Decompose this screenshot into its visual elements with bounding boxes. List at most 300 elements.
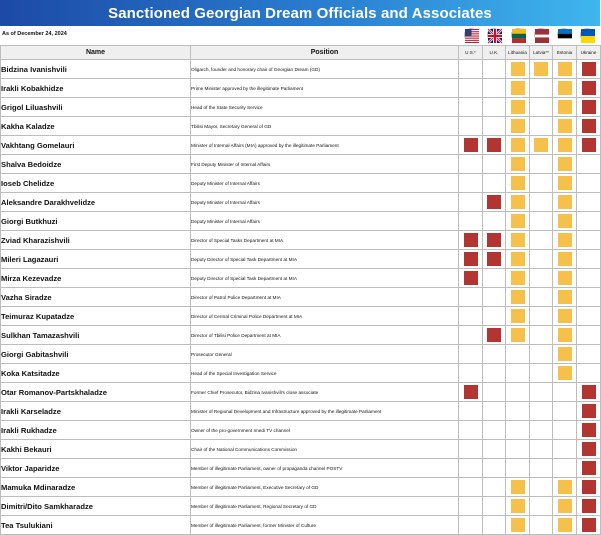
uk-sanction-cell bbox=[483, 288, 506, 307]
us-sanction-cell bbox=[459, 364, 483, 383]
official-name: Kakha Kaladze bbox=[1, 117, 191, 136]
latvia-sanction-cell bbox=[530, 307, 553, 326]
estonia-sanction-cell bbox=[553, 98, 577, 117]
official-name: Giorgi Gabitashvili bbox=[1, 345, 191, 364]
sanction-marker-red bbox=[487, 195, 501, 209]
uk-sanction-cell bbox=[483, 516, 506, 535]
official-name: Otar Romanov-Partskhaladze bbox=[1, 383, 191, 402]
sanction-marker-yellow bbox=[511, 138, 525, 152]
ukraine-sanction-cell bbox=[577, 497, 601, 516]
us-flag-icon bbox=[464, 28, 478, 42]
official-position: Prime Minister approved by the illegitimate Parliament bbox=[191, 79, 459, 98]
latvia-sanction-cell bbox=[530, 345, 553, 364]
sanction-marker-yellow bbox=[534, 62, 548, 76]
ukraine-sanction-cell bbox=[577, 98, 601, 117]
uk-sanction-cell bbox=[483, 345, 506, 364]
lithuania-sanction-cell bbox=[506, 212, 530, 231]
lithuania-sanction-cell bbox=[506, 345, 530, 364]
ukraine-sanction-cell bbox=[577, 345, 601, 364]
latvia-sanction-cell bbox=[530, 497, 553, 516]
table-row bbox=[1, 98, 601, 117]
us-sanction-cell bbox=[459, 79, 483, 98]
lithuania-sanction-cell bbox=[506, 364, 530, 383]
ukraine-sanction-cell bbox=[577, 231, 601, 250]
latvia-sanction-cell bbox=[530, 136, 553, 155]
latvia-sanction-cell bbox=[530, 174, 553, 193]
ukraine-sanction-cell bbox=[577, 212, 601, 231]
table-row bbox=[1, 383, 601, 402]
sanction-marker-yellow bbox=[558, 518, 572, 532]
sanction-marker-yellow bbox=[558, 290, 572, 304]
ukraine-sanction-cell bbox=[577, 174, 601, 193]
estonia-sanction-cell bbox=[553, 326, 577, 345]
sanction-marker-yellow bbox=[511, 81, 525, 95]
sanction-marker-red bbox=[582, 518, 596, 532]
lithuania-sanction-cell bbox=[506, 136, 530, 155]
estonia-sanction-cell bbox=[553, 117, 577, 136]
sanctions-table bbox=[0, 45, 601, 535]
official-name: Irakli Kobakhidze bbox=[1, 79, 191, 98]
official-position: Head of the Special Investigation Service bbox=[191, 364, 459, 383]
ukraine-sanction-cell bbox=[577, 402, 601, 421]
lithuania-sanction-cell bbox=[506, 478, 530, 497]
sanction-marker-yellow bbox=[511, 252, 525, 266]
table-row bbox=[1, 117, 601, 136]
official-position: Director of Tbilisi Police Department at MIA bbox=[191, 326, 459, 345]
uk-sanction-cell bbox=[483, 440, 506, 459]
us-sanction-cell bbox=[459, 155, 483, 174]
official-position: Head of the State Security Service bbox=[191, 98, 459, 117]
official-name: Vazha Siradze bbox=[1, 288, 191, 307]
estonia-sanction-cell bbox=[553, 383, 577, 402]
table-row bbox=[1, 155, 601, 174]
sanction-marker-red bbox=[582, 499, 596, 513]
official-name: Irakli Rukhadze bbox=[1, 421, 191, 440]
sanction-marker-red bbox=[487, 233, 501, 247]
lithuania-sanction-cell bbox=[506, 98, 530, 117]
lithuania-column-header: Lithuania bbox=[506, 46, 530, 60]
estonia-sanction-cell bbox=[553, 516, 577, 535]
lithuania-sanction-cell bbox=[506, 174, 530, 193]
us-sanction-cell bbox=[459, 326, 483, 345]
ukraine-sanction-cell bbox=[577, 421, 601, 440]
sanction-marker-yellow bbox=[558, 176, 572, 190]
sanction-marker-yellow bbox=[558, 366, 572, 380]
name-column-header: Name bbox=[1, 46, 191, 60]
us-sanction-cell bbox=[459, 440, 483, 459]
sanction-marker-red bbox=[582, 138, 596, 152]
latvia-sanction-cell bbox=[530, 231, 553, 250]
lithuania-sanction-cell bbox=[506, 117, 530, 136]
us-sanction-cell bbox=[459, 421, 483, 440]
uk-sanction-cell bbox=[483, 193, 506, 212]
lithuania-sanction-cell bbox=[506, 231, 530, 250]
official-position: Member of illegitimate Parliament, former Minister of Culture bbox=[191, 516, 459, 535]
sanction-marker-yellow bbox=[558, 309, 572, 323]
ukraine-sanction-cell bbox=[577, 478, 601, 497]
official-name: Zviad Kharazishvili bbox=[1, 231, 191, 250]
sanction-marker-yellow bbox=[511, 100, 525, 114]
latvia-sanction-cell bbox=[530, 117, 553, 136]
ukraine-sanction-cell bbox=[577, 307, 601, 326]
sanction-marker-yellow bbox=[558, 271, 572, 285]
table-row bbox=[1, 212, 601, 231]
sanction-marker-yellow bbox=[511, 176, 525, 190]
official-name: Sulkhan Tamazashvili bbox=[1, 326, 191, 345]
latvia-sanction-cell bbox=[530, 459, 553, 478]
sanction-marker-yellow bbox=[558, 195, 572, 209]
official-name: Dimitri/Dito Samkharadze bbox=[1, 497, 191, 516]
estonia-sanction-cell bbox=[553, 231, 577, 250]
lithuania-sanction-cell bbox=[506, 421, 530, 440]
table-row bbox=[1, 288, 601, 307]
sanction-marker-red bbox=[464, 252, 478, 266]
official-name: Tea Tsulukiani bbox=[1, 516, 191, 535]
sanction-marker-yellow bbox=[511, 157, 525, 171]
lithuania-sanction-cell bbox=[506, 326, 530, 345]
estonia-sanction-cell bbox=[553, 364, 577, 383]
sanction-marker-red bbox=[464, 233, 478, 247]
official-position: Director of Central Criminal Police Department at MIA bbox=[191, 307, 459, 326]
uk-sanction-cell bbox=[483, 421, 506, 440]
table-row bbox=[1, 440, 601, 459]
us-sanction-cell bbox=[459, 60, 483, 79]
us-sanction-cell bbox=[459, 383, 483, 402]
table-row bbox=[1, 478, 601, 497]
estonia-sanction-cell bbox=[553, 155, 577, 174]
sanction-marker-yellow bbox=[558, 138, 572, 152]
estonia-column-header: Estonia bbox=[553, 46, 577, 60]
sanction-marker-red bbox=[582, 461, 596, 475]
official-name: Kakhi Bekauri bbox=[1, 440, 191, 459]
lithuania-sanction-cell bbox=[506, 402, 530, 421]
official-position: Owner of the pro-government Imedi TV channel bbox=[191, 421, 459, 440]
sanction-marker-red bbox=[582, 100, 596, 114]
estonia-sanction-cell bbox=[553, 440, 577, 459]
ukraine-sanction-cell bbox=[577, 117, 601, 136]
uk-sanction-cell bbox=[483, 60, 506, 79]
sanction-marker-yellow bbox=[558, 480, 572, 494]
ukraine-sanction-cell bbox=[577, 364, 601, 383]
estonia-flag-icon bbox=[557, 28, 571, 42]
sanction-marker-yellow bbox=[511, 62, 525, 76]
official-position: Deputy Minister of Internal Affairs bbox=[191, 212, 459, 231]
lithuania-sanction-cell bbox=[506, 269, 530, 288]
official-position: Member of illegitimate Parliament, owner of propaganda channel POSTV bbox=[191, 459, 459, 478]
ukraine-sanction-cell bbox=[577, 136, 601, 155]
lithuania-sanction-cell bbox=[506, 440, 530, 459]
us-sanction-cell bbox=[459, 117, 483, 136]
uk-sanction-cell bbox=[483, 383, 506, 402]
lithuania-flag-icon bbox=[511, 28, 525, 42]
sanction-marker-red bbox=[582, 442, 596, 456]
table-row bbox=[1, 497, 601, 516]
ukraine-sanction-cell bbox=[577, 326, 601, 345]
official-position: Oligarch, founder and honorary chair of Georgian Dream (GD) bbox=[191, 60, 459, 79]
table-row bbox=[1, 421, 601, 440]
sanction-marker-yellow bbox=[558, 328, 572, 342]
table-row bbox=[1, 402, 601, 421]
table-row bbox=[1, 79, 601, 98]
sanction-marker-yellow bbox=[511, 499, 525, 513]
official-name: Bidzina Ivanishvili bbox=[1, 60, 191, 79]
us-column-header: U.S.* bbox=[459, 46, 483, 60]
sanction-marker-red bbox=[487, 138, 501, 152]
ukraine-sanction-cell bbox=[577, 288, 601, 307]
ukraine-sanction-cell bbox=[577, 60, 601, 79]
uk-column-header: U.K. bbox=[483, 46, 506, 60]
estonia-sanction-cell bbox=[553, 497, 577, 516]
latvia-sanction-cell bbox=[530, 383, 553, 402]
uk-flag-icon bbox=[487, 28, 501, 42]
uk-sanction-cell bbox=[483, 79, 506, 98]
table-row bbox=[1, 364, 601, 383]
sanction-marker-red bbox=[464, 138, 478, 152]
table-row bbox=[1, 250, 601, 269]
us-sanction-cell bbox=[459, 98, 483, 117]
table-row bbox=[1, 60, 601, 79]
sanction-marker-yellow bbox=[558, 233, 572, 247]
us-sanction-cell bbox=[459, 174, 483, 193]
us-sanction-cell bbox=[459, 516, 483, 535]
sanction-marker-yellow bbox=[558, 119, 572, 133]
uk-sanction-cell bbox=[483, 155, 506, 174]
latvia-sanction-cell bbox=[530, 155, 553, 174]
table-row bbox=[1, 516, 601, 535]
official-name: Mirza Kezevadze bbox=[1, 269, 191, 288]
table-row bbox=[1, 345, 601, 364]
uk-sanction-cell bbox=[483, 307, 506, 326]
sanction-marker-red bbox=[582, 81, 596, 95]
latvia-sanction-cell bbox=[530, 440, 553, 459]
lithuania-sanction-cell bbox=[506, 516, 530, 535]
estonia-sanction-cell bbox=[553, 478, 577, 497]
estonia-sanction-cell bbox=[553, 269, 577, 288]
official-name: Aleksandre Darakhvelidze bbox=[1, 193, 191, 212]
official-name: Giorgi Butkhuzi bbox=[1, 212, 191, 231]
sanction-marker-yellow bbox=[511, 309, 525, 323]
estonia-sanction-cell bbox=[553, 174, 577, 193]
us-sanction-cell bbox=[459, 497, 483, 516]
estonia-sanction-cell bbox=[553, 307, 577, 326]
estonia-sanction-cell bbox=[553, 402, 577, 421]
sanction-marker-yellow bbox=[558, 81, 572, 95]
sanction-marker-yellow bbox=[558, 347, 572, 361]
official-position: Prosecutor General bbox=[191, 345, 459, 364]
sanction-marker-yellow bbox=[511, 518, 525, 532]
uk-sanction-cell bbox=[483, 250, 506, 269]
sanction-marker-yellow bbox=[511, 233, 525, 247]
sanction-marker-red bbox=[582, 385, 596, 399]
flag-row bbox=[0, 26, 600, 45]
sanction-marker-red bbox=[487, 252, 501, 266]
sanction-marker-yellow bbox=[558, 100, 572, 114]
official-position: Former Chief Prosecutor, Bidzina Ivanishvili's close associate bbox=[191, 383, 459, 402]
estonia-sanction-cell bbox=[553, 250, 577, 269]
latvia-sanction-cell bbox=[530, 79, 553, 98]
official-name: Mileri Lagazauri bbox=[1, 250, 191, 269]
latvia-sanction-cell bbox=[530, 98, 553, 117]
official-name: Shalva Bedoidze bbox=[1, 155, 191, 174]
us-sanction-cell bbox=[459, 478, 483, 497]
latvia-sanction-cell bbox=[530, 421, 553, 440]
lithuania-sanction-cell bbox=[506, 155, 530, 174]
sanction-marker-yellow bbox=[558, 499, 572, 513]
official-name: Teimuraz Kupatadze bbox=[1, 307, 191, 326]
ukraine-sanction-cell bbox=[577, 383, 601, 402]
estonia-sanction-cell bbox=[553, 288, 577, 307]
table-row bbox=[1, 326, 601, 345]
latvia-sanction-cell bbox=[530, 269, 553, 288]
ukraine-flag-icon bbox=[580, 28, 594, 42]
table-header bbox=[1, 46, 601, 60]
latvia-sanction-cell bbox=[530, 478, 553, 497]
official-name: Viktor Japaridze bbox=[1, 459, 191, 478]
us-sanction-cell bbox=[459, 250, 483, 269]
table-row bbox=[1, 269, 601, 288]
official-position: Director of Special Tasks Department at MIA bbox=[191, 231, 459, 250]
ukraine-sanction-cell bbox=[577, 79, 601, 98]
latvia-sanction-cell bbox=[530, 250, 553, 269]
official-position: Deputy Minister of Internal Affairs bbox=[191, 193, 459, 212]
lithuania-sanction-cell bbox=[506, 383, 530, 402]
us-sanction-cell bbox=[459, 231, 483, 250]
official-name: Vakhtang Gomelauri bbox=[1, 136, 191, 155]
us-sanction-cell bbox=[459, 402, 483, 421]
latvia-sanction-cell bbox=[530, 364, 553, 383]
uk-sanction-cell bbox=[483, 364, 506, 383]
table-row bbox=[1, 193, 601, 212]
uk-sanction-cell bbox=[483, 459, 506, 478]
lithuania-sanction-cell bbox=[506, 459, 530, 478]
estonia-sanction-cell bbox=[553, 421, 577, 440]
official-name: Mamuka Mdinaradze bbox=[1, 478, 191, 497]
official-name: Irakli Karseladze bbox=[1, 402, 191, 421]
table-row bbox=[1, 231, 601, 250]
table-row bbox=[1, 307, 601, 326]
latvia-flag-icon bbox=[534, 28, 548, 42]
sanction-marker-yellow bbox=[511, 214, 525, 228]
sanction-marker-yellow bbox=[558, 157, 572, 171]
uk-sanction-cell bbox=[483, 98, 506, 117]
latvia-column-header: Latvia** bbox=[530, 46, 553, 60]
official-position: Minister of Regional Development and Infrastructure approved by the illegitimate Parliament bbox=[191, 402, 459, 421]
sanction-marker-red bbox=[464, 385, 478, 399]
official-position: Minister of Internal Affairs (MIA) approved by the illegitimate Parliament bbox=[191, 136, 459, 155]
sanction-marker-yellow bbox=[558, 62, 572, 76]
uk-sanction-cell bbox=[483, 117, 506, 136]
sanction-marker-yellow bbox=[511, 195, 525, 209]
sanction-marker-yellow bbox=[511, 290, 525, 304]
us-sanction-cell bbox=[459, 307, 483, 326]
table-row bbox=[1, 136, 601, 155]
official-position: Deputy Director of Special Task Department at MIA bbox=[191, 250, 459, 269]
sanction-marker-yellow bbox=[511, 328, 525, 342]
sanction-marker-red bbox=[582, 423, 596, 437]
us-sanction-cell bbox=[459, 345, 483, 364]
uk-sanction-cell bbox=[483, 231, 506, 250]
estonia-sanction-cell bbox=[553, 212, 577, 231]
official-name: Ioseb Chelidze bbox=[1, 174, 191, 193]
official-position: Member of illegitimate Parliament, Executive Secretary of GD bbox=[191, 478, 459, 497]
estonia-sanction-cell bbox=[553, 60, 577, 79]
latvia-sanction-cell bbox=[530, 288, 553, 307]
sanction-marker-yellow bbox=[534, 138, 548, 152]
sanction-marker-yellow bbox=[558, 252, 572, 266]
ukraine-sanction-cell bbox=[577, 250, 601, 269]
us-sanction-cell bbox=[459, 193, 483, 212]
latvia-sanction-cell bbox=[530, 402, 553, 421]
official-position: Chair of the National Communications Commission bbox=[191, 440, 459, 459]
ukraine-sanction-cell bbox=[577, 440, 601, 459]
as-of-date: As of December 24, 2024 bbox=[2, 31, 67, 37]
ukraine-column-header: Ukraine bbox=[577, 46, 601, 60]
sanction-marker-yellow bbox=[511, 119, 525, 133]
official-position: First Deputy Minister of Internal Affairs bbox=[191, 155, 459, 174]
uk-sanction-cell bbox=[483, 269, 506, 288]
uk-sanction-cell bbox=[483, 497, 506, 516]
ukraine-sanction-cell bbox=[577, 155, 601, 174]
latvia-sanction-cell bbox=[530, 60, 553, 79]
sanction-marker-red bbox=[582, 480, 596, 494]
us-sanction-cell bbox=[459, 269, 483, 288]
lithuania-sanction-cell bbox=[506, 79, 530, 98]
us-sanction-cell bbox=[459, 212, 483, 231]
ukraine-sanction-cell bbox=[577, 193, 601, 212]
sanction-marker-yellow bbox=[558, 214, 572, 228]
table-row bbox=[1, 459, 601, 478]
official-position: Tbilisi Mayor, Secretary General of GD bbox=[191, 117, 459, 136]
us-sanction-cell bbox=[459, 288, 483, 307]
uk-sanction-cell bbox=[483, 326, 506, 345]
official-position: Member of illegitimate Parliament, Regional Secretary of GD bbox=[191, 497, 459, 516]
estonia-sanction-cell bbox=[553, 193, 577, 212]
uk-sanction-cell bbox=[483, 212, 506, 231]
latvia-sanction-cell bbox=[530, 516, 553, 535]
sanction-marker-red bbox=[582, 119, 596, 133]
uk-sanction-cell bbox=[483, 174, 506, 193]
lithuania-sanction-cell bbox=[506, 193, 530, 212]
estonia-sanction-cell bbox=[553, 79, 577, 98]
estonia-sanction-cell bbox=[553, 345, 577, 364]
ukraine-sanction-cell bbox=[577, 516, 601, 535]
official-position: Deputy Minister of Internal Affairs bbox=[191, 174, 459, 193]
official-position: Director of Patrol Police Department at MIA bbox=[191, 288, 459, 307]
lithuania-sanction-cell bbox=[506, 288, 530, 307]
uk-sanction-cell bbox=[483, 402, 506, 421]
lithuania-sanction-cell bbox=[506, 497, 530, 516]
position-column-header: Position bbox=[191, 46, 459, 60]
lithuania-sanction-cell bbox=[506, 60, 530, 79]
page-title: Sanctioned Georgian Dream Officials and Associates bbox=[0, 0, 600, 26]
ukraine-sanction-cell bbox=[577, 269, 601, 288]
official-position: Deputy Director of Special Task Department at MIA bbox=[191, 269, 459, 288]
ukraine-sanction-cell bbox=[577, 459, 601, 478]
sanction-marker-red bbox=[464, 271, 478, 285]
sanction-marker-red bbox=[582, 62, 596, 76]
latvia-sanction-cell bbox=[530, 326, 553, 345]
latvia-sanction-cell bbox=[530, 193, 553, 212]
sanction-marker-yellow bbox=[511, 271, 525, 285]
sanction-marker-yellow bbox=[511, 480, 525, 494]
official-name: Grigol Liluashvili bbox=[1, 98, 191, 117]
us-sanction-cell bbox=[459, 459, 483, 478]
official-name: Koka Katsitadze bbox=[1, 364, 191, 383]
latvia-sanction-cell bbox=[530, 212, 553, 231]
us-sanction-cell bbox=[459, 136, 483, 155]
estonia-sanction-cell bbox=[553, 459, 577, 478]
sanction-marker-red bbox=[487, 328, 501, 342]
